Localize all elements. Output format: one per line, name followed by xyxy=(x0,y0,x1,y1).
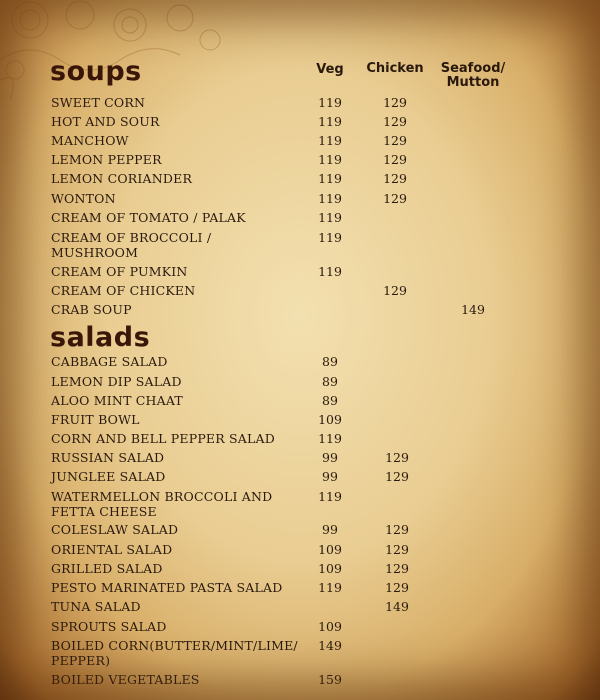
soup-price-chicken: 129 xyxy=(383,114,407,129)
salad-name: JUNGLEE SALAD xyxy=(51,469,166,484)
salad-name: COLESLAW SALAD xyxy=(51,522,179,537)
column-header-seafood-line2: Mutton xyxy=(446,75,500,90)
column-header-seafood xyxy=(436,62,510,90)
salad-price-veg: 109 xyxy=(318,412,342,427)
salad-name: BOILED VEGETABLES xyxy=(51,672,200,687)
salad-price-chicken: 129 xyxy=(385,561,409,576)
salad-price-veg: 89 xyxy=(322,354,338,369)
soup-name: LEMON PEPPER xyxy=(51,152,162,167)
soup-price-veg: 119 xyxy=(318,95,342,110)
soup-price-chicken: 129 xyxy=(383,283,407,298)
salad-price-chicken: 129 xyxy=(385,450,409,465)
soup-name: MANCHOW xyxy=(51,133,129,148)
soup-name: CREAM OF BROCCOLI / MUSHROOM xyxy=(51,230,212,260)
soup-price-chicken: 129 xyxy=(383,191,407,206)
soup-price-veg: 119 xyxy=(318,191,342,206)
soup-price-veg: 119 xyxy=(318,230,342,245)
soups-title: soups xyxy=(50,56,142,87)
salad-name: FRUIT BOWL xyxy=(51,412,140,427)
soup-price-veg: 119 xyxy=(318,171,342,186)
salad-name: SPROUTS SALAD xyxy=(51,619,167,634)
soup-name: SWEET CORN xyxy=(51,95,146,110)
salad-name: PESTO MARINATED PASTA SALAD xyxy=(51,580,283,595)
salad-price-veg: 149 xyxy=(318,638,342,653)
soup-name: CRAB SOUP xyxy=(51,302,132,317)
soup-name: CREAM OF PUMKIN xyxy=(51,264,188,279)
soup-name: LEMON CORIANDER xyxy=(51,171,193,186)
salad-name: GRILLED SALAD xyxy=(51,561,163,576)
column-header-veg: Veg xyxy=(316,62,344,77)
salad-price-veg: 109 xyxy=(318,619,342,634)
salad-name: ALOO MINT CHAAT xyxy=(51,393,183,408)
soup-name: WONTON xyxy=(51,191,116,206)
soup-price-chicken: 129 xyxy=(383,152,407,167)
salad-name: CORN AND BELL PEPPER SALAD xyxy=(51,431,275,446)
ornament-decoration xyxy=(0,0,240,110)
salad-price-veg: 119 xyxy=(318,489,342,504)
salads-title: salads xyxy=(50,322,151,353)
soup-price-chicken: 129 xyxy=(383,133,407,148)
salad-name: TUNA SALAD xyxy=(51,599,141,614)
soup-price-chicken: 129 xyxy=(383,171,407,186)
salad-price-chicken: 129 xyxy=(385,522,409,537)
salad-name: WATERMELLON BROCCOLI AND FETTA CHEESE xyxy=(51,489,273,519)
soup-price-veg: 119 xyxy=(318,152,342,167)
salad-price-veg: 99 xyxy=(322,450,338,465)
salad-price-chicken: 149 xyxy=(385,599,409,614)
salad-name: LEMON DIP SALAD xyxy=(51,374,182,389)
salad-price-veg: 119 xyxy=(318,431,342,446)
soup-price-veg: 119 xyxy=(318,133,342,148)
soup-price-seafood: 149 xyxy=(461,302,485,317)
soup-price-veg: 119 xyxy=(318,264,342,279)
salad-name: ORIENTAL SALAD xyxy=(51,542,173,557)
column-header-chicken: Chicken xyxy=(366,61,424,76)
salad-price-chicken: 129 xyxy=(385,580,409,595)
salad-name: RUSSIAN SALAD xyxy=(51,450,165,465)
salad-price-veg: 109 xyxy=(318,561,342,576)
salad-price-veg: 109 xyxy=(318,542,342,557)
salad-name: BOILED CORN(BUTTER/MINT/LIME/ PEPPER) xyxy=(51,638,298,668)
salad-price-veg: 99 xyxy=(322,522,338,537)
salad-price-chicken: 129 xyxy=(385,542,409,557)
soup-price-chicken: 129 xyxy=(383,95,407,110)
salad-price-veg: 89 xyxy=(322,374,338,389)
soup-name: CREAM OF CHICKEN xyxy=(51,283,196,298)
salad-name: CABBAGE SALAD xyxy=(51,354,168,369)
salad-price-veg: 89 xyxy=(322,393,338,408)
column-header-seafood-line1: Seafood/ xyxy=(440,61,506,76)
salad-price-veg: 99 xyxy=(322,469,338,484)
salad-price-veg: 119 xyxy=(318,580,342,595)
soup-price-veg: 119 xyxy=(318,210,342,225)
soup-name: CREAM OF TOMATO / PALAK xyxy=(51,210,246,225)
salad-price-veg: 159 xyxy=(318,672,342,687)
soup-price-veg: 119 xyxy=(318,114,342,129)
soup-name: HOT AND SOUR xyxy=(51,114,160,129)
salad-price-chicken: 129 xyxy=(385,469,409,484)
